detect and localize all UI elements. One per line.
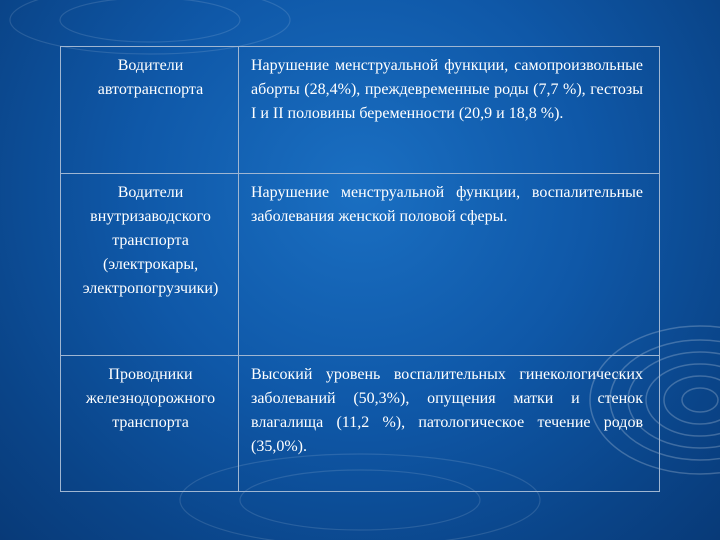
- occupational-effects-table: [60, 46, 660, 492]
- worker-group-cell: Водители внутризаводского транспорта (электрокары, электропогрузчики): [61, 173, 239, 355]
- health-effects-cell: Нарушение менструальной функции, воспалительные заболевания женской половой сферы.: [239, 173, 660, 355]
- worker-group-cell: Водители автотранспорта: [61, 47, 239, 174]
- table-row: [61, 47, 660, 174]
- table-row: [61, 355, 660, 491]
- health-effects-cell: Высокий уровень воспалительных гинекологических заболеваний (50,3%), опущения матки и стенок влагалища (11,2 %), патологическое течение родов (35,0%).: [239, 355, 660, 491]
- worker-group-cell: Проводники железнодорожного транспорта: [61, 355, 239, 491]
- health-effects-cell: Нарушение менструальной функции, самопроизвольные аборты (28,4%), преждевременные роды (7,7 %), гестозы I и II половины беременности (20,9 и 18,8 %).: [239, 47, 660, 174]
- table-row: [61, 173, 660, 355]
